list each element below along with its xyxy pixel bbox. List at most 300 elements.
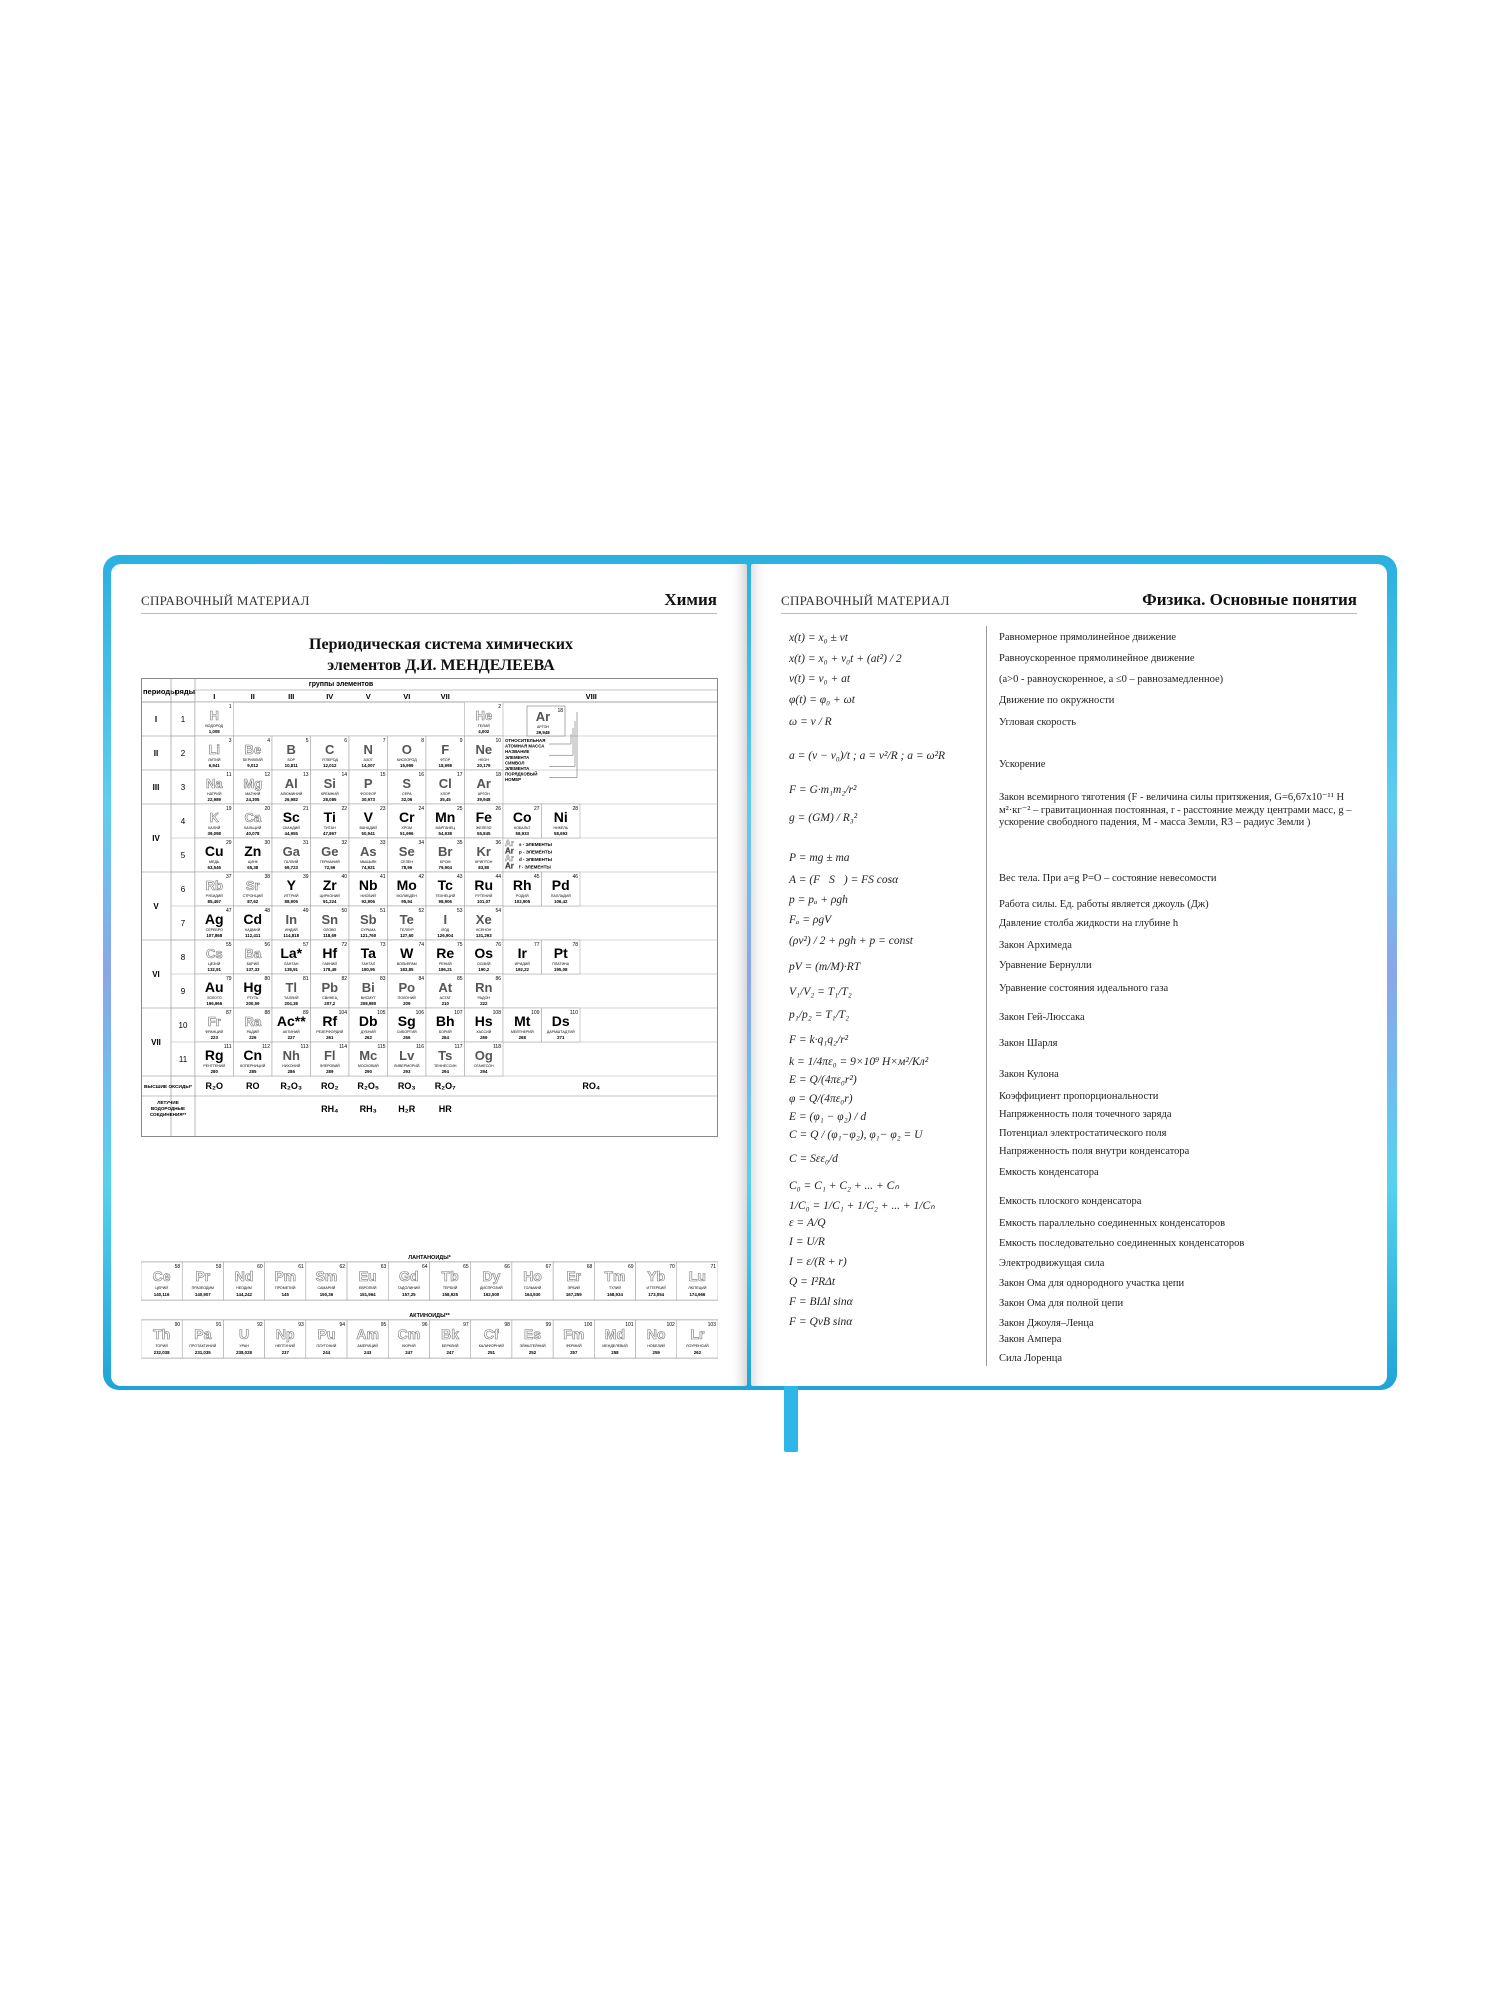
element-cell-Mn [426,804,465,838]
element-cell-Ti [311,804,350,838]
atomic-mass: 196,966 [206,1001,223,1006]
legend-label: ЭЛЕМЕНТА [505,754,530,760]
atomic-mass: 285 [249,1069,257,1074]
group-header-I: I [213,692,216,701]
element-cell-Rg [195,1042,234,1076]
element-cell-U [223,1320,264,1358]
atomic-mass: 266 [403,1035,411,1040]
element-name: ОГАНЕСОН [473,1064,494,1068]
atomic-mass: 183,85 [400,967,414,972]
element-symbol: As [359,844,377,859]
title-line-2: элементов Д.И. МЕНДЕЛЕЕВА [327,657,555,674]
formula-line: Q = I²RΔt [789,1276,836,1288]
atomic-mass: 50,941 [361,831,375,836]
element-symbol: Eu [358,1268,377,1284]
formula-line: p₁/p₂ = T₁/T₂ [789,1009,850,1021]
element-cell-C [311,736,350,770]
element-symbol: Nd [234,1268,254,1284]
element-cell-Ba [234,940,273,974]
element-cell-Pt [542,940,581,974]
element-symbol: Ti [323,809,336,825]
element-name: НИКЕЛЬ [553,826,568,830]
atomic-mass: 39,098 [207,831,221,836]
element-name: ТЕРБИЙ [442,1286,458,1290]
atomic-number: 72 [341,942,347,948]
element-cell-Li [195,736,234,770]
element-symbol: Rb [205,878,223,893]
element-symbol: Og [474,1048,493,1063]
element-cell-Si [311,770,350,804]
element-name: ОЛОВО [323,928,337,932]
element-symbol: No [646,1326,666,1342]
legend-number: 18 [557,708,563,714]
period-label-VI: VI [152,970,160,979]
row-label-2: 2 [180,749,186,758]
atomic-number: 10 [495,738,501,744]
atomic-mass: 14,007 [361,763,375,768]
element-cell-Os [465,940,504,974]
atomic-number: 4 [267,738,270,744]
element-cell-N [349,736,388,770]
atomic-number: 85 [456,976,463,982]
element-cell-Ga [272,838,311,872]
element-cell-Pr [182,1262,223,1300]
atomic-number: 29 [225,840,232,846]
element-cell-Po [388,974,427,1008]
atomic-number: 25 [456,806,463,812]
atomic-number: 39 [302,874,309,880]
atomic-number: 118 [493,1044,501,1050]
atomic-number: 2 [498,704,501,710]
atomic-number: 47 [225,908,232,914]
element-name: ЭЙНШТЕЙНИЙ [519,1344,546,1348]
element-name: БЕРКЛИЙ [441,1344,459,1348]
element-cell-P [349,770,388,804]
element-cell-Nh [272,1042,311,1076]
atomic-mass: 158,925 [442,1292,459,1297]
formula-line: F = k·q₁q₂/r² [789,1034,849,1046]
atomic-mass: 54,938 [438,831,452,836]
element-name: ПОЛОНИЙ [397,996,416,1000]
element-cell-At [426,974,465,1008]
element-cell-Sn [311,906,350,940]
atomic-mass: 28,085 [323,797,337,802]
element-name: ХЛОР [440,792,451,796]
atomic-mass: 150,36 [319,1292,334,1297]
period-label-VII: VII [151,1038,161,1047]
atomic-mass: 258 [611,1350,619,1355]
element-symbol: Po [398,980,416,995]
atomic-mass: 269 [480,1035,488,1040]
actinides-label: АКТИНОИДЫ** [409,1313,450,1319]
legend-mass: 39,948 [536,730,550,735]
description-line: (a>0 - равноускоренное, a ≤0 – равнозамедленное) [999,674,1224,685]
atomic-number: 93 [298,1322,304,1328]
atomic-mass: 30,973 [361,797,375,802]
element-symbol: Ba [244,946,262,961]
atomic-number: 70 [669,1264,675,1270]
element-symbol: Tc [437,877,453,893]
group-header-II: II [250,692,255,701]
description-line: Электродвижущая сила [999,1258,1105,1269]
element-symbol: Ra [244,1014,262,1029]
element-name: РЕЗЕРФОРДИЙ [316,1030,344,1034]
element-symbol: Br [438,844,453,859]
period-label-IV: IV [152,834,160,843]
element-name: АРГОН [477,792,490,796]
atomic-number: 115 [377,1044,386,1050]
atomic-number: 86 [495,976,501,982]
element-name: ГОЛЬМИЙ [523,1286,542,1290]
element-name: ЙОД [441,928,450,932]
atomic-number: 45 [533,874,540,880]
element-symbol: Ds [551,1013,570,1029]
atomic-number: 95 [380,1322,387,1328]
element-name: КОБАЛЬТ [514,826,531,830]
atomic-mass: 132,91 [207,967,221,972]
atomic-number: 24 [418,806,424,812]
element-cell-Bh [426,1008,465,1042]
element-cell-Ts [426,1042,465,1076]
group-header-VIII: VIII [585,692,597,701]
block-legend-label: s - ЭЛЕМЕНТЫ [519,842,552,847]
element-name: ЕВРОПИЙ [358,1286,377,1290]
element-name: МАРГАНЕЦ [435,826,456,830]
atomic-number: 48 [264,908,270,914]
element-name: МЕДЬ [209,860,220,864]
formula-line: Fₐ = ρgV [789,914,832,926]
formula-line: x(t) = x₀ + v₀t + (at²) / 2 [789,653,902,665]
atomic-number: 34 [418,840,424,846]
atomic-mass: 6,941 [208,763,220,768]
element-name: КОПЕРНИЦИЙ [240,1064,266,1068]
row-label-9: 9 [180,987,186,996]
atomic-number: 69 [628,1264,634,1270]
atomic-mass: 145 [281,1292,289,1297]
atomic-number: 67 [545,1264,552,1270]
atomic-mass: 207,2 [324,1001,336,1006]
atomic-mass: 140,116 [153,1292,170,1297]
element-symbol: Te [399,912,414,927]
element-symbol: Hg [243,979,263,995]
element-name: СЕРА [401,792,412,796]
atomic-mass: 106,42 [554,899,568,904]
row-label-11: 11 [178,1055,188,1064]
element-symbol: Sn [321,912,339,927]
atomic-mass: 268 [518,1035,526,1040]
element-symbol: Fe [475,809,492,825]
description-line: Закон Ома для полной цепи [999,1298,1124,1309]
group-header-IV: IV [326,692,334,701]
element-cell-Ar [465,770,504,804]
element-cell-Fe [465,804,504,838]
element-cell-Pb [311,974,350,1008]
title-line-1: Периодическая система химических [309,636,573,653]
element-symbol: Pa [194,1326,212,1342]
atomic-mass: 114,818 [283,933,300,938]
element-cell-Hf [311,940,350,974]
atomic-mass: 101,07 [477,899,491,904]
description-line: Закон Гей-Люссака [999,1012,1085,1023]
formula-line: v(t) = v₀ + at [789,673,851,685]
element-name: МОСКОВИЙ [357,1064,379,1068]
atomic-mass: 293 [403,1069,411,1074]
formula-line: F = G·m₁m₂/r² [789,784,857,796]
description-line: Движение по окружности [999,695,1115,706]
element-symbol: Am [356,1326,379,1342]
atomic-number: 82 [341,976,347,982]
element-cell-He [465,702,504,736]
formula-line: (ρv²) / 2 + ρgh + p = const [789,935,914,947]
element-symbol: I [443,912,448,927]
atomic-mass: 173,054 [648,1292,665,1297]
element-symbol: S [402,776,412,791]
element-symbol: Pb [321,980,339,995]
atomic-mass: 12,012 [323,763,337,768]
legend-label: АТОМНАЯ МАССА [505,743,545,749]
element-name: СКАНДИЙ [282,826,300,830]
atomic-mass: 280 [210,1069,218,1074]
element-cell-Tm [594,1262,635,1300]
element-symbol: Rf [322,1013,338,1029]
row-label-10: 10 [178,1021,188,1030]
atomic-number: 103 [707,1322,716,1328]
atomic-mass: 9,012 [247,763,259,768]
element-name: НЕОДИМ [236,1286,252,1290]
atomic-mass: 65,38 [247,865,259,870]
element-cell-Ag [195,906,234,940]
element-symbol: Dy [482,1268,501,1284]
element-cell-Er [553,1262,594,1300]
element-name: РАДОН [477,996,490,1000]
atomic-mass: 140,907 [194,1292,211,1297]
lanthanides-actinides-table [141,1254,718,1366]
atomic-number: 49 [302,908,309,914]
element-cell-Ds [542,1008,581,1042]
element-cell-Au [195,974,234,1008]
element-symbol: N [363,742,373,757]
element-symbol: Re [436,945,455,961]
block-legend-symbol: Ar [505,861,514,871]
element-symbol: Fr [207,1014,221,1029]
element-symbol: Db [358,1013,378,1029]
atomic-number: 43 [456,874,463,880]
description-line: Закон Шарля [999,1038,1058,1049]
atomic-mass: 51,996 [400,831,414,836]
element-name: ПРОТАКТИНИЙ [189,1344,217,1348]
element-name: НИОБИЙ [360,894,376,898]
element-symbol: Np [275,1326,295,1342]
element-name: ФТОР [440,758,451,762]
element-cell-No [636,1320,677,1358]
atomic-number: 46 [572,874,578,880]
element-cell-Tc [426,872,465,906]
element-symbol: Rh [512,877,532,893]
atomic-number: 113 [300,1044,309,1050]
block-legend-label: f - ЭЛЕМЕНТЫ [519,864,551,870]
element-name: РЕНИЙ [438,962,452,966]
element-name: РТУТЬ [247,996,259,1000]
element-symbol: Ta [360,945,376,961]
element-symbol: Ts [438,1048,453,1063]
element-symbol: Sc [282,809,300,825]
atomic-mass: 1,008 [208,729,220,734]
element-symbol: Es [523,1326,542,1342]
atomic-number: 92 [257,1322,263,1328]
block-legend-symbol: Ar [505,839,514,848]
atomic-mass: 91,224 [323,899,337,904]
atomic-number: 62 [339,1264,346,1270]
element-cell-Yb [636,1262,677,1300]
atomic-number: 51 [379,908,386,914]
atomic-number: 44 [495,874,501,880]
element-cell-Pa [182,1320,223,1358]
atomic-number: 1 [228,704,232,710]
element-name: ТИТАН [323,826,336,830]
element-name: ДУБНИЙ [360,1030,376,1034]
atomic-mass: 102,905 [514,899,531,904]
atomic-number: 23 [379,806,386,812]
element-name: ГАЛЛИЙ [284,860,299,864]
atomic-mass: 72,59 [324,865,336,870]
element-name: РАДИЙ [246,1030,259,1034]
element-cell-I [426,906,465,940]
element-name: КРЕМНИЙ [320,792,339,796]
atomic-mass: 85,467 [207,899,221,904]
atomic-mass: 151,964 [359,1292,376,1297]
atomic-number: 3 [228,738,232,744]
element-symbol: Zr [322,877,337,893]
description-line: Емкость последовательно соединенных конденсаторов [999,1238,1245,1249]
element-symbol: Ho [523,1268,542,1284]
element-symbol: Se [398,844,415,859]
formula-line: E = Q/(4πε₀r²) [789,1074,857,1086]
atomic-mass: 39,948 [477,797,491,802]
atomic-number: 107 [454,1010,463,1016]
period-label-I: I [154,715,158,724]
atomic-mass: 24,305 [246,797,260,802]
element-cell-Sc [272,804,311,838]
atomic-number: 77 [533,942,540,948]
left-page [111,564,747,1386]
element-name: СУРЬМА [360,928,376,932]
element-symbol: Cl [438,776,452,791]
element-name: СВИНЕЦ [322,996,338,1000]
element-cell-Cd [234,906,273,940]
element-name: УРАН [239,1344,249,1348]
element-cell-Ta [349,940,388,974]
element-symbol: Md [604,1326,626,1342]
hydride-formula: RH₃ [359,1104,377,1114]
element-cell-Se [388,838,427,872]
atomic-mass: 144,242 [236,1292,252,1297]
element-cell-Sg [388,1008,427,1042]
oxide-formula: R₂O₃ [280,1081,303,1091]
element-name: НАТРИЙ [207,792,222,796]
row-label-1: 1 [180,715,186,724]
element-symbol: Pd [551,877,570,893]
element-cell-Eu [347,1262,388,1300]
formula-line: 1/C₀ = 1/C₁ + 1/C₂ + ... + 1/Cₙ [789,1200,935,1212]
element-cell-F [426,736,465,770]
element-name: ЛЮТЕЦИЙ [688,1286,707,1290]
element-cell-S [388,770,427,804]
oxide-formula: R₂O₇ [434,1081,456,1091]
element-symbol: V [363,809,373,825]
atomic-number: 104 [338,1010,347,1016]
description-column [999,626,1359,1366]
element-symbol: Pr [195,1268,211,1284]
atomic-mass: 164,930 [524,1292,541,1297]
element-cell-Am [347,1320,388,1358]
description-line: Равномерное прямолинейное движение [999,632,1177,643]
element-symbol: Rn [475,980,493,995]
formula-line: E = (φ₁ − φ₂) / d [789,1111,867,1123]
element-name: НОБЕЛИЙ [647,1344,666,1348]
description-line: Вес тела. При a=g P=O – состояние невесомости [999,873,1217,884]
atomic-number: 56 [264,942,270,948]
atomic-mass: 238,028 [236,1350,252,1355]
element-symbol: W [400,945,414,961]
atomic-number: 60 [257,1264,263,1270]
element-symbol: Xe [475,912,492,927]
atomic-number: 52 [418,908,424,914]
element-symbol: Hs [474,1013,493,1029]
atomic-number: 83 [379,976,386,982]
atomic-number: 28 [572,806,578,812]
element-name: БЕРИЛЛИЙ [242,758,263,762]
element-cell-Fr [195,1008,234,1042]
element-symbol: H [209,708,219,723]
atomic-number: 112 [262,1044,270,1050]
atomic-number: 71 [710,1264,716,1270]
element-cell-Rf [311,1008,350,1042]
atomic-mass: 204,38 [284,1001,298,1006]
element-cell-As [349,838,388,872]
atomic-number: 81 [302,976,309,982]
element-name: КЮРИЙ [402,1344,416,1348]
formula-line: k = 1/4πε₀ = 9×10⁹ H×м²/Кл² [789,1056,929,1068]
atomic-mass: 294 [441,1069,449,1074]
element-name: МОЛИБДЕН [396,894,417,898]
element-symbol: Si [323,776,336,791]
atomic-mass: 47,867 [323,831,337,836]
atomic-number: 53 [456,908,463,914]
legend-label: СИМВОЛ [505,760,525,766]
atomic-number: 12 [264,772,270,778]
legend-label: ЭЛЕМЕНТА [505,766,530,771]
element-cell-Ca [234,804,273,838]
element-cell-Lr [677,1320,718,1358]
element-cell-Al [272,770,311,804]
atomic-number: 9 [459,738,463,744]
group-header-VI: VI [403,692,411,701]
element-cell-Zn [234,838,273,872]
element-cell-Cu [195,838,234,872]
element-name: МАГНИЙ [245,792,261,796]
atomic-mass: 208,980 [360,1001,377,1006]
oxide-formula: RO [246,1081,260,1091]
element-name: ТАЛЛИЙ [284,996,299,1000]
legend-symbol: Ar [535,709,551,724]
formula-line: x(t) = x₀ ± vt [789,632,848,644]
element-symbol: Bh [435,1013,455,1029]
element-cell-Db [349,1008,388,1042]
element-symbol: Ga [282,844,300,859]
element-symbol: Sm [315,1268,338,1284]
description-line: Ускорение [999,759,1046,770]
element-symbol: F [441,742,450,757]
